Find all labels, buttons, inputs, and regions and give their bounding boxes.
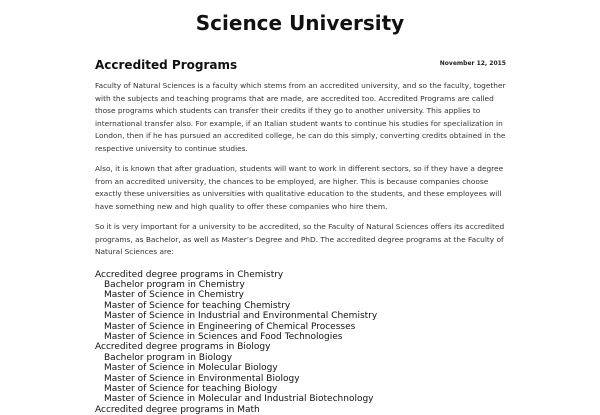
program-group — [95, 342, 506, 404]
site-title[interactable]: Science University — [0, 11, 600, 35]
program-item: Master of Science for teaching Chemistry — [104, 301, 506, 311]
program-group-title: Accredited degree programs in Biology — [95, 342, 506, 352]
programs-intro-paragraph: So it is very important for a university to be accredited, so the Faculty of Natural Sciences offers its accredited programs, as Bachelor, as well as Master’s Degree and PhD. The accredited degree programs at the Faculty of Natural Sciences are: — [95, 221, 506, 259]
program-item: Master of Science in Molecular and Industrial Biotechnology — [104, 394, 506, 404]
program-item: Master of Science for teaching Biology — [104, 384, 506, 394]
program-group-title: Accredited degree programs in Chemistry — [95, 270, 506, 280]
program-group-title: Accredited degree programs in Math — [95, 405, 506, 415]
program-item: Master of Science in Sciences and Food Technologies — [104, 332, 506, 342]
program-item: Master of Science in Molecular Biology — [104, 363, 506, 373]
program-group — [95, 405, 506, 415]
employment-paragraph: Also, it is known that after graduation, students will want to work in different sectors, so if they have a degree from an accredited university, the chances to be employed, are higher. This is because companies choose exactly these universities as universities with qualitative education to the students, and these employees will have something new and high quality to offer these companies who hire them. — [95, 163, 506, 213]
program-item: Bachelor program in Biology — [104, 353, 506, 363]
program-item: Master of Science in Chemistry — [104, 290, 506, 300]
program-item: Master of Science in Environmental Biology — [104, 374, 506, 384]
post-header — [95, 57, 506, 75]
program-list — [95, 270, 506, 415]
program-item: Master of Science in Engineering of Chemical Processes — [104, 322, 506, 332]
program-group-items — [95, 353, 506, 405]
post-title[interactable]: Accredited Programs — [95, 57, 506, 73]
program-item: Bachelor program in Chemistry — [104, 280, 506, 290]
post-date: November 12, 2015 — [440, 60, 506, 67]
program-group — [95, 270, 506, 343]
post — [95, 57, 506, 415]
intro-paragraph: Faculty of Natural Sciences is a faculty which stems from an accredited university, and so the faculty, together with the subjects and teaching programs that are made, are accredited too. Accredited Programs are called those programs which students can transfer their credits if they go to another university. This applies to international transfer also. For example, if an Italian student wants to continue his studies for specialization in London, then if he has pursued an accredited college, he can do this simply, converting credits obtained in the respective university to continue studies. — [95, 80, 506, 155]
program-item: Master of Science in Industrial and Environmental Chemistry — [104, 311, 506, 321]
program-group-items — [95, 280, 506, 342]
